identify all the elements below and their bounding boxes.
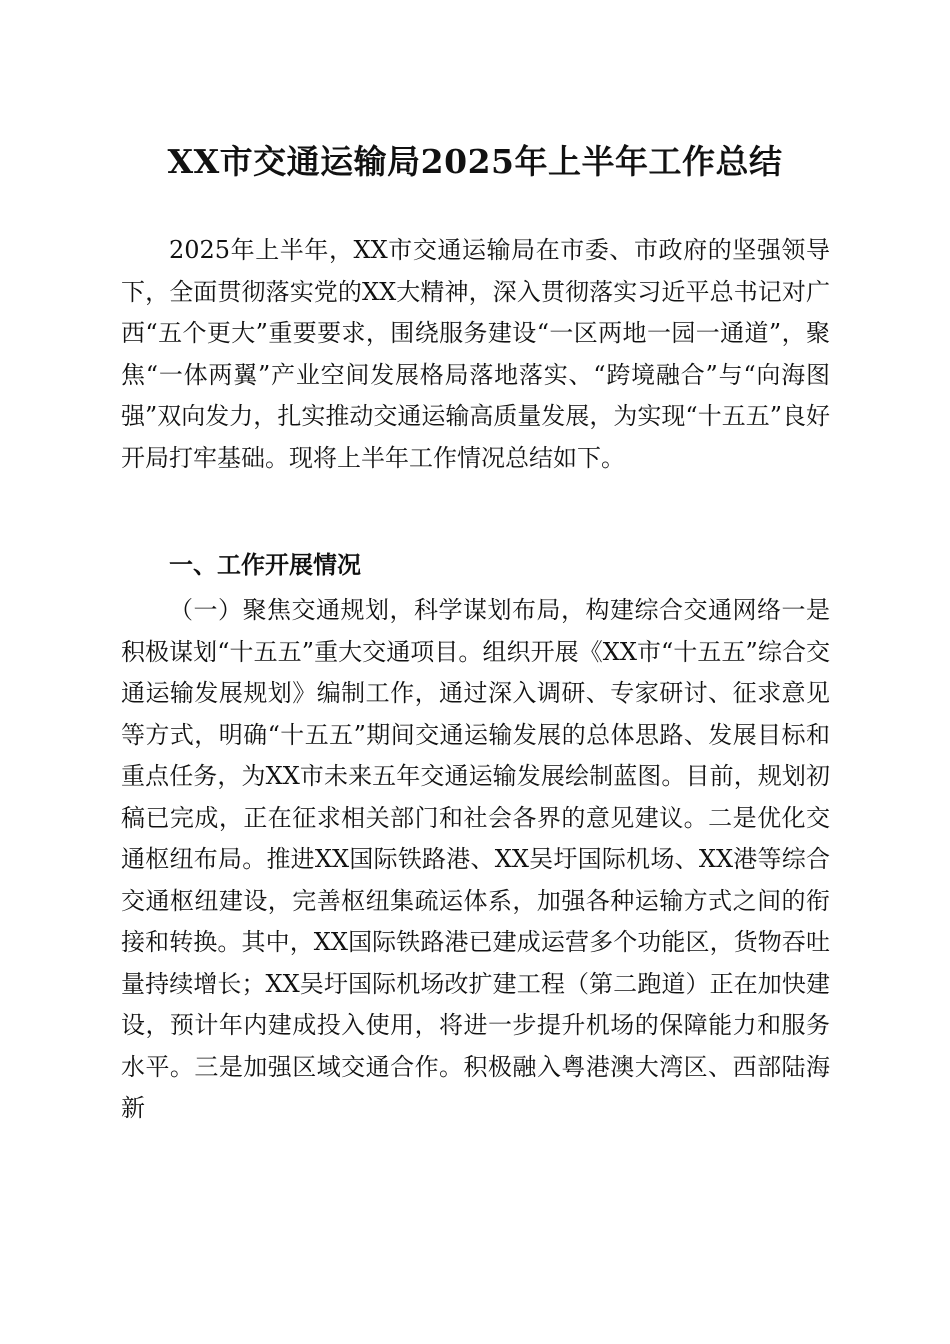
subsection-body-transport-planning: 一是积极谋划“十五五”重大交通项目。组织开展《XX市“十五五”综合交通运输发展规划》编制工作，通过深入调研、专家研讨、征求意见等方式，明确“十五五”期间交通运输发展的总体思路、发展目标和重点任务，为XX市未来五年交通运输发展绘制蓝图。目前，规划初稿已完成，正在征求相关部门和社会各界的意见建议。二是优化交通枢纽布局。推进XX国际铁路港、XX吴圩国际机场、XX港等综合交通枢纽建设，完善枢纽集疏运体系，加强各种运输方式之间的衔接和转换。其中，XX国际铁路港已建成运营多个功能区，货物吞吐量持续增长；XX吴圩国际机场改扩建工程（第二跑道）正在加快建设，预计年内建成投入使用，将进一步提升机场的保障能力和服务水平。三是加强区域交通合作。积极融入粤港澳大湾区、西部陆海新 — [121, 596, 830, 1122]
section-heading-work-progress: 一、工作开展情况 — [169, 551, 361, 579]
intro-paragraph: 2025年上半年，XX市交通运输局在市委、市政府的坚强领导下，全面贯彻落实党的XX大精神，深入贯彻落实习近平总书记对广西“五个更大”重要要求，围绕服务建设“一区两地一园一通道”，聚焦“一体两翼”产业空间发展格局落地落实、“跨境融合”与“向海图强”双向发力，扎实推动交通运输高质量发展，为实现“十五五”良好开局打牢基础。现将上半年工作情况总结如下。 — [121, 236, 830, 472]
subsection-heading-transport-planning: （一）聚焦交通规划，科学谋划布局，构建综合交通网络 — [169, 596, 782, 624]
document-title: XX市交通运输局2025年上半年工作总结 — [167, 142, 783, 181]
subsection-paragraph-transport-planning — [121, 590, 830, 1130]
